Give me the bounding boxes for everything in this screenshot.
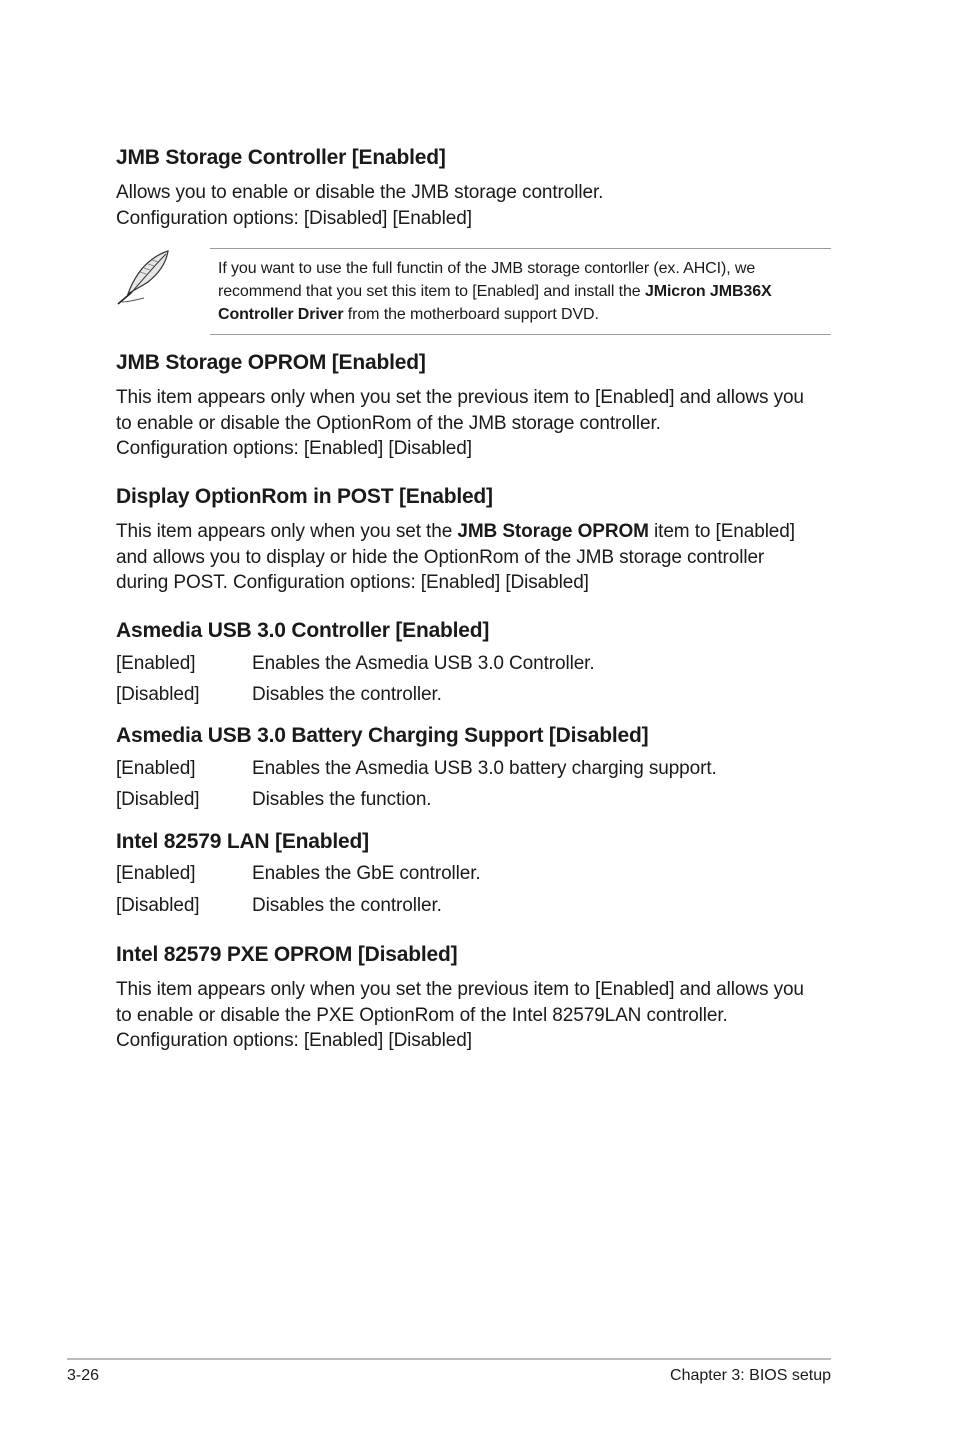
text-line: This item appears only when you set the previous item to [Enabled] and allows you [116, 387, 804, 408]
quill-pen-icon [114, 248, 174, 306]
heading-intel-pxe-oprom: Intel 82579 PXE OPROM [Disabled] [116, 943, 458, 966]
note-text [218, 257, 772, 326]
text-line: Allows you to enable or disable the JMB storage controller. [116, 182, 604, 203]
note-text-run: from the motherboard support DVD. [343, 306, 599, 323]
text-line: to enable or disable the OptionRom of the JMB storage controller. [116, 412, 661, 434]
text-run: This item appears only when you set the [116, 521, 458, 542]
page-number: 3-26 [67, 1367, 100, 1384]
option-description: Disables the function. [252, 789, 432, 810]
option-description: Disables the controller. [252, 895, 442, 916]
text-run: item to [Enabled] [648, 521, 795, 542]
note-text-run: recommend that you set this item to [Enabled] and install the [218, 283, 645, 300]
heading-asmedia-battery-charging: Asmedia USB 3.0 Battery Charging Support [Disabled] [116, 724, 649, 747]
option-key: [Enabled] [116, 863, 196, 884]
note-bold-run: Controller Driver [218, 306, 344, 323]
heading-jmb-storage-oprom: JMB Storage OPROM [Enabled] [116, 351, 426, 374]
note-line-1: If you want to use the full functin of the JMB storage contorller (ex. AHCI), we [218, 260, 756, 277]
text-line: Configuration options: [Disabled] [Enabled] [116, 207, 472, 229]
paragraph-intel-pxe-oprom [116, 977, 804, 1054]
chapter-title: Chapter 3: BIOS setup [670, 1367, 831, 1384]
option-key: [Disabled] [116, 684, 200, 705]
option-description: Enables the Asmedia USB 3.0 battery charging support. [252, 758, 717, 779]
paragraph-display-optionrom [116, 519, 795, 596]
note-bottom-divider [210, 334, 831, 335]
text-line: to enable or disable the PXE OptionRom of the Intel 82579LAN controller. [116, 1004, 728, 1026]
note-line-3 [218, 303, 772, 326]
option-key: [Enabled] [116, 653, 196, 674]
note-line-2 [218, 280, 772, 303]
bold-run: JMB Storage OPROM [457, 521, 649, 542]
text-line: Configuration options: [Enabled] [Disabled] [116, 1030, 472, 1051]
option-description: Enables the GbE controller. [252, 863, 481, 884]
heading-intel-lan: Intel 82579 LAN [Enabled] [116, 830, 369, 853]
heading-asmedia-usb-controller: Asmedia USB 3.0 Controller [Enabled] [116, 619, 490, 642]
option-description: Enables the Asmedia USB 3.0 Controller. [252, 653, 595, 674]
note-top-divider [210, 248, 831, 249]
option-key: [Enabled] [116, 758, 196, 779]
heading-display-optionrom: Display OptionRom in POST [Enabled] [116, 485, 493, 508]
text-line [116, 519, 795, 545]
text-line: This item appears only when you set the previous item to [Enabled] and allows you [116, 979, 804, 1000]
paragraph-jmb-storage-controller [116, 180, 603, 231]
option-key: [Disabled] [116, 895, 200, 916]
option-description: Disables the controller. [252, 684, 442, 705]
note-bold-run: JMicron JMB36X [644, 283, 772, 300]
text-line: during POST. Configuration options: [Enabled] [Disabled] [116, 572, 589, 593]
text-line: and allows you to display or hide the OptionRom of the JMB storage controller [116, 546, 765, 568]
heading-jmb-storage-controller: JMB Storage Controller [Enabled] [116, 146, 446, 169]
text-line: Configuration options: [Enabled] [Disabled] [116, 438, 472, 459]
option-key: [Disabled] [116, 789, 200, 810]
footer-divider [67, 1358, 831, 1360]
paragraph-jmb-storage-oprom [116, 385, 804, 462]
